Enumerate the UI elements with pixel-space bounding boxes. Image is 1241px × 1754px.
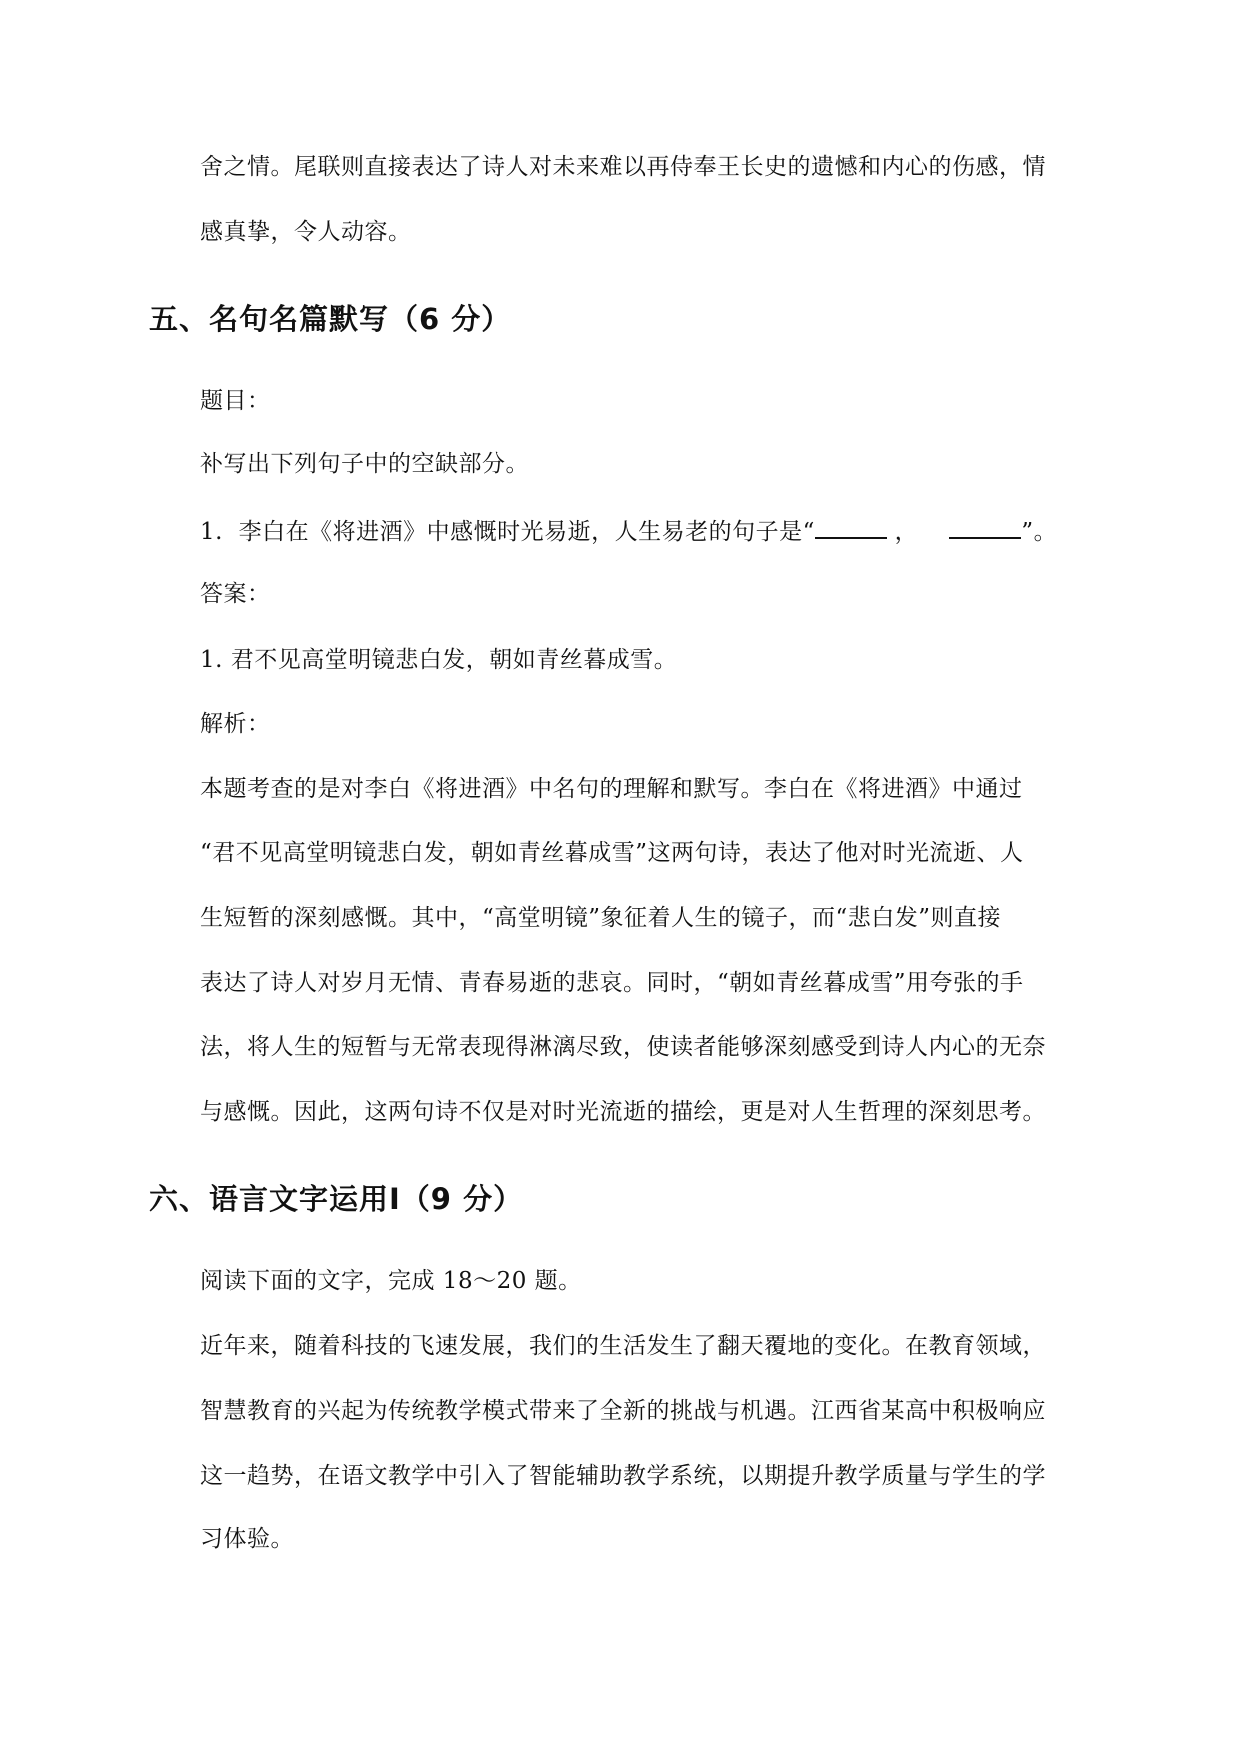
instruction-text: 补写出下列句子中的空缺部分。 — [200, 451, 529, 477]
answer-1: 1. 君不见高堂明镜悲白发，朝如青丝暮成雪。 — [200, 647, 678, 673]
analysis-line-3: 生短暂的深刻感慨。其中，“高堂明镜”象征着人生的镜子，而“悲白发”则直接 — [200, 905, 1002, 931]
answer-label: 答案： — [200, 581, 271, 607]
section-6-intro: 阅读下面的文字，完成 18～20 题。 — [200, 1268, 582, 1294]
question-closing: ”。 — [1021, 519, 1058, 545]
section-5-heading: 五、名句名篇默写（6 分） — [149, 302, 512, 336]
question-number: 1. — [200, 519, 223, 545]
answer-blank-2 — [949, 515, 1021, 539]
analysis-line-2: “君不见高堂明镜悲白发，朝如青丝暮成雪”这两句诗，表达了他对时光流逝、人 — [200, 840, 1024, 866]
analysis-line-5: 法，将人生的短暂与无常表现得淋漓尽致，使读者能够深刻感受到诗人内心的无奈 — [200, 1034, 1046, 1060]
paragraph-line-3: 这一趋势，在语文教学中引入了智能辅助教学系统，以期提升教学质量与学生的学 — [200, 1463, 1046, 1489]
paragraph-line-4: 习体验。 — [200, 1526, 294, 1552]
paragraph-line-1: 近年来，随着科技的飞速发展，我们的生活发生了翻天覆地的变化。在教育领域， — [200, 1333, 1046, 1359]
question-label: 题目： — [200, 388, 271, 414]
paragraph-line-2: 智慧教育的兴起为传统教学模式带来了全新的挑战与机遇。江西省某高中积极响应 — [200, 1398, 1046, 1424]
analysis-label: 解析： — [200, 711, 271, 737]
intro-line-2: 感真挚，令人动容。 — [200, 219, 412, 245]
question-item-1 — [200, 515, 1057, 547]
question-text: 李白在《将进酒》中感慨时光易逝，人生易老的句子是“ — [238, 519, 815, 545]
blank-separator: ， — [886, 519, 919, 545]
section-6-heading: 六、语言文字运用Ⅰ（9 分） — [149, 1182, 524, 1216]
intro-line-1: 舍之情。尾联则直接表达了诗人对未来难以再侍奉王长史的遗憾和内心的伤感，情 — [200, 154, 1046, 180]
analysis-line-1: 本题考查的是对李白《将进酒》中名句的理解和默写。李白在《将进酒》中通过 — [200, 776, 1023, 802]
answer-blank-1 — [815, 515, 887, 539]
analysis-line-6: 与感慨。因此，这两句诗不仅是对时光流逝的描绘，更是对人生哲理的深刻思考。 — [200, 1099, 1046, 1125]
analysis-line-4: 表达了诗人对岁月无情、青春易逝的悲哀。同时，“朝如青丝暮成雪”用夸张的手 — [200, 970, 1024, 996]
